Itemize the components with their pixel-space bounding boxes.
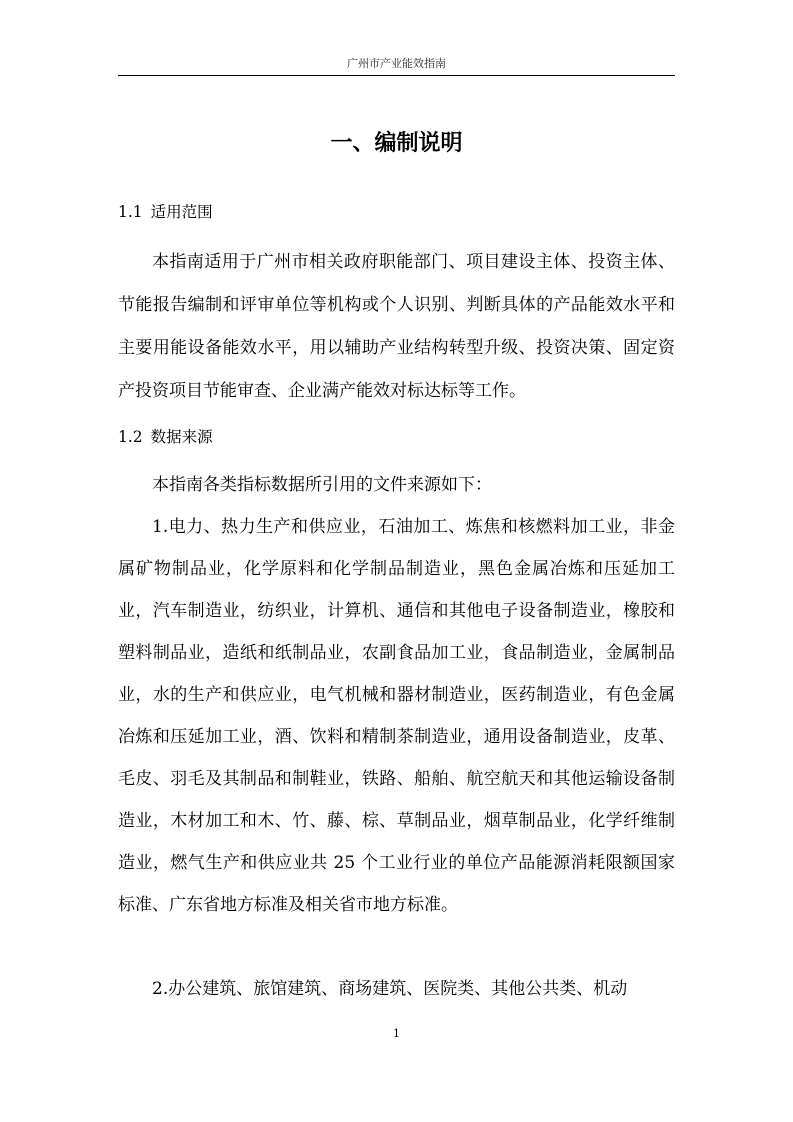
- section-title: 适用范围: [150, 203, 213, 221]
- section-title: 数据来源: [150, 428, 213, 446]
- section-heading-1-2: [118, 426, 675, 448]
- page-number: 1: [393, 1027, 400, 1040]
- paragraph-data-item-2: 2.办公建筑、旅馆建筑、商场建筑、医院类、其他公共类、机动: [152, 979, 628, 999]
- paragraph-data-intro: 本指南各类指标数据所引用的文件来源如下：: [152, 475, 492, 495]
- paragraph-scope: 本指南适用于广州市相关政府职能部门、项目建设主体、投资主体、节能报告编制和评审单位等机构或个人识别、判断具体的产品能效水平和主要用能设备能效水平，用以辅助产业结构转型升级、投资决策、固定资产投资项目节能审查、企业满产能效对标达标等工作。: [118, 252, 675, 401]
- header-divider: [118, 75, 675, 76]
- running-header: 广州市产业能效指南: [347, 57, 446, 70]
- section-heading-1-1: [118, 201, 675, 223]
- chapter-title: 一、编制说明: [330, 131, 463, 156]
- section-number: 1.1: [118, 203, 143, 221]
- section-number: 1.2: [118, 428, 143, 446]
- paragraph-data-item-1: 1.电力、热力生产和供应业，石油加工、炼焦和核燃料加工业，非金属矿物制品业，化学原料和化学制品制造业，黑色金属冶炼和压延加工业，汽车制造业，纺织业，计算机、通信和其他电子设备制造业，橡胶和塑料制品业，造纸和纸制品业，农副食品加工业，食品制造业，金属制品业，水的生产和供应业，电气机械和器材制造业，医药制造业，有色金属冶炼和压延加工业，酒、饮料和精制茶制造业，通用设备制造业，皮革、毛皮、羽毛及其制品和制鞋业，铁路、船舶、航空航天和其他运输设备制造业，木材加工和木、竹、藤、棕、草制品业，烟草制品业，化学纤维制造业，燃气生产和供应业共 25 个工业行业的单位产品能源消耗限额国家标准、广东省地方标准及相关省市地方标准。: [118, 517, 675, 915]
